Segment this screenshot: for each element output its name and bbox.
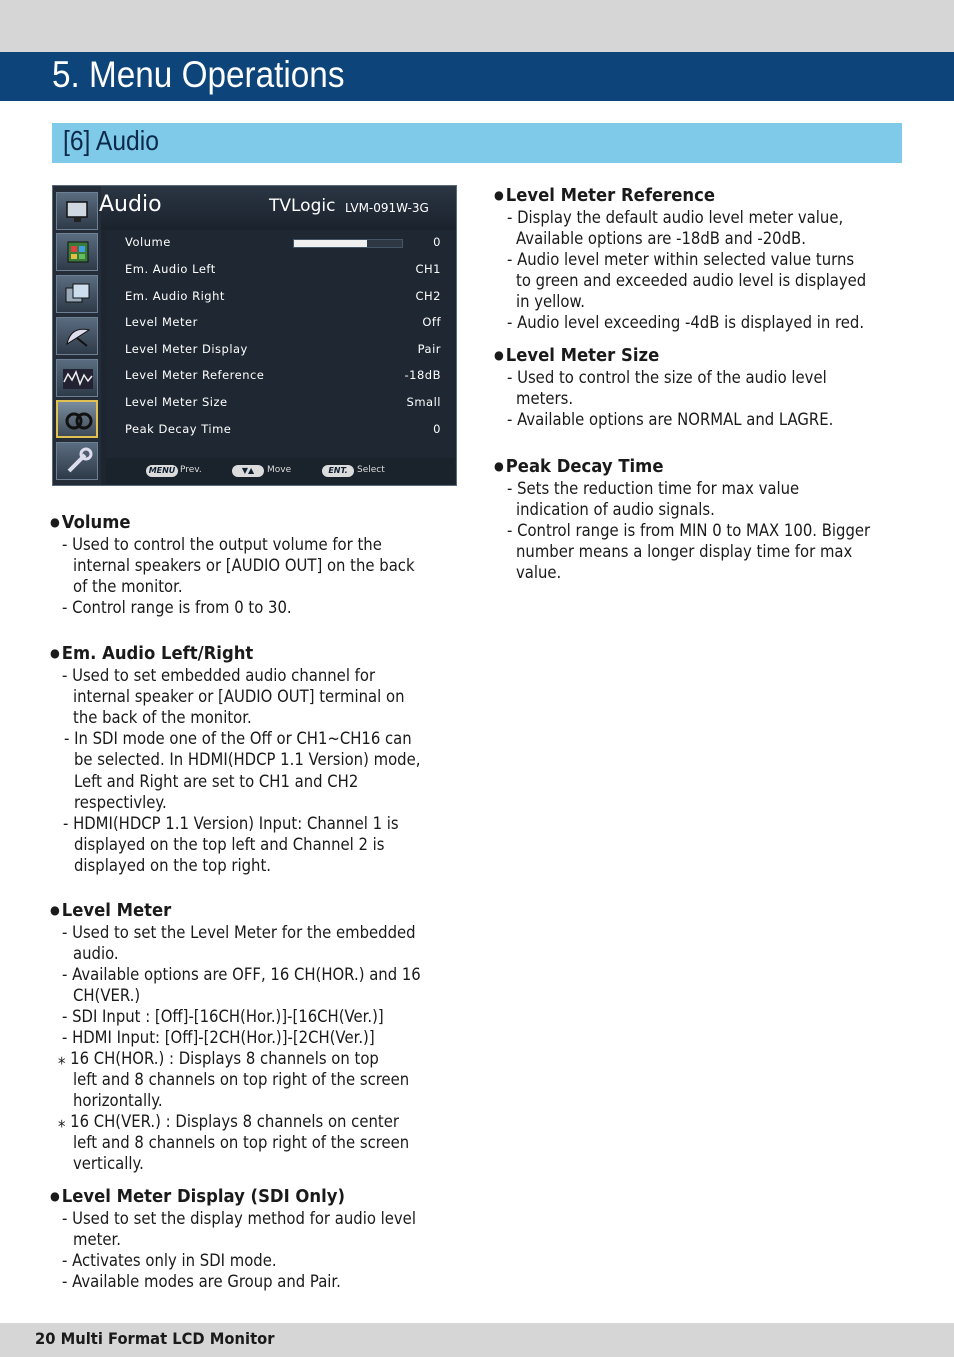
osd-item-peak-decay-time[interactable] (106, 420, 455, 440)
text-line: - HDMI(HDCP 1.1 Version) Input: Channel 1 is (63, 814, 399, 833)
bullet-icon: ● (50, 1189, 60, 1203)
heading-text: Peak Decay Time (505, 457, 664, 477)
text-line: - Available options are OFF, 16 CH(HOR.) and 16 (62, 965, 421, 984)
text-line: displayed on the top right. (74, 856, 271, 875)
osd-item-label: Level Meter Size (125, 395, 228, 409)
osd-item-em-audio-left[interactable] (106, 260, 455, 280)
heading-text: Volume (61, 513, 131, 533)
bullet-icon: ● (50, 903, 60, 917)
osd-item-value: CH2 (415, 289, 441, 303)
text-line: - In SDI mode one of the Off or CH1~CH16 can (64, 729, 412, 748)
text-line: displayed on the top left and Channel 2 is (74, 835, 385, 854)
osd-item-value: 0 (433, 422, 441, 436)
heading-text: Level Meter (61, 901, 172, 921)
bullet-icon: ● (494, 188, 504, 202)
heading-level-meter-size (494, 345, 659, 367)
menu-key[interactable]: MENU (146, 465, 178, 477)
text-line: internal speaker or [AUDIO OUT] terminal on (73, 687, 405, 706)
audio-icon[interactable] (56, 400, 98, 438)
satellite-dish-icon[interactable] (56, 317, 98, 355)
heading-level-meter-display (50, 1186, 345, 1208)
section-title-bar (52, 123, 902, 163)
text-line: left and 8 channels on top right of the screen (73, 1070, 410, 1089)
text-line: - Control range is from MIN 0 to MAX 100. Bigger (507, 521, 871, 540)
text-line: - Used to set the display method for audio level (62, 1209, 416, 1228)
arrow-key-label: Move (267, 465, 292, 475)
text-line: meters. (516, 389, 574, 408)
osd-item-value: CH1 (415, 262, 441, 276)
text-line: - Used to control the size of the audio level (507, 368, 827, 387)
text-line: - Used to set the Level Meter for the embedded (62, 923, 416, 942)
text-line: of the monitor. (73, 577, 183, 596)
text-line: respectivley. (74, 793, 167, 812)
text-line: ⁎ 16 CH(HOR.) : Displays 8 channels on top (58, 1049, 379, 1068)
text-line: - Activates only in SDI mode. (62, 1251, 277, 1270)
osd-title: Audio (99, 192, 162, 217)
top-gray-band (0, 0, 954, 52)
text-line: CH(VER.) (73, 986, 141, 1005)
text-line: the back of the monitor. (73, 708, 252, 727)
osd-item-label: Level Meter Reference (125, 368, 265, 382)
heading-level-meter-reference (494, 185, 715, 207)
bullet-icon: ● (494, 459, 504, 473)
arrow-key[interactable]: ▼▲ (232, 465, 264, 477)
bullet-icon: ● (50, 646, 60, 660)
text-line: number means a longer display time for max (516, 542, 853, 561)
osd-item-value: Off (422, 315, 441, 329)
osd-item-level-meter[interactable] (106, 313, 455, 333)
text-line: - HDMI Input: [Off]-[2CH(Hor.)]-[2CH(Ver.)] (62, 1028, 375, 1047)
heading-text: Level Meter Reference (505, 186, 716, 206)
volume-slider-fill (294, 240, 367, 247)
page-footer (0, 1323, 954, 1357)
text-line: Left and Right are set to CH1 and CH2 (74, 772, 359, 791)
osd-item-label: Em. Audio Right (125, 289, 225, 303)
heading-text: Em. Audio Left/Right (61, 644, 254, 664)
chapter-title-bar (0, 52, 954, 101)
text-line: internal speakers or [AUDIO OUT] on the back (73, 556, 415, 575)
text-line: - Display the default audio level meter value, (507, 208, 844, 227)
osd-footer (106, 458, 455, 484)
text-line: - Available options are NORMAL and LAGRE. (507, 410, 834, 429)
waveform-icon[interactable] (56, 359, 98, 397)
text-line: indication of audio signals. (516, 500, 715, 519)
osd-item-level-meter-size[interactable] (106, 393, 455, 413)
osd-item-label: Peak Decay Time (125, 422, 232, 436)
osd-item-volume[interactable] (106, 233, 455, 253)
windows-icon[interactable] (56, 275, 98, 313)
osd-item-em-audio-right[interactable] (106, 287, 455, 307)
osd-item-label: Level Meter Display (125, 342, 248, 356)
osd-item-value: 0 (433, 235, 441, 249)
osd-audio-menu (52, 185, 457, 486)
heading-text: Level Meter Display (SDI Only) (61, 1187, 345, 1207)
text-line: - Available modes are Group and Pair. (62, 1272, 341, 1291)
osd-item-value: Small (406, 395, 441, 409)
heading-text: Level Meter Size (505, 346, 660, 366)
text-line: in yellow. (516, 292, 586, 311)
osd-item-label: Volume (125, 235, 171, 249)
text-line: meter. (73, 1230, 122, 1249)
text-line: horizontally. (73, 1091, 163, 1110)
text-line: - Used to set embedded audio channel for (62, 666, 376, 685)
heading-peak-decay-time (494, 456, 663, 478)
osd-menu-panel (106, 230, 455, 458)
text-line: left and 8 channels on top right of the screen (73, 1133, 410, 1152)
text-line: - Control range is from 0 to 30. (62, 598, 292, 617)
heading-em-audio (50, 643, 253, 665)
text-line: to green and exceeded audio level is displayed (516, 271, 867, 290)
text-line: value. (516, 563, 562, 582)
text-line: - Used to control the output volume for the (62, 535, 382, 554)
osd-item-level-meter-display[interactable] (106, 340, 455, 360)
osd-item-value: -18dB (404, 368, 441, 382)
text-line: audio. (73, 944, 119, 963)
osd-item-label: Level Meter (125, 315, 198, 329)
text-line: Available options are -18dB and -20dB. (516, 229, 806, 248)
bullet-icon: ● (50, 515, 60, 529)
menu-key-label: Prev. (180, 465, 202, 475)
ent-key-label: Select (357, 465, 385, 475)
osd-model-name: LVM-091W-3G (345, 201, 429, 215)
text-line: vertically. (73, 1154, 144, 1173)
text-line: - SDI Input : [Off]-[16CH(Hor.)]-[16CH(Ver.)] (62, 1007, 384, 1026)
heading-level-meter (50, 900, 171, 922)
heading-volume (50, 512, 131, 534)
bullet-icon: ● (494, 348, 504, 362)
osd-sidebar (53, 186, 101, 486)
chapter-title: 5. Menu Operations (52, 54, 345, 95)
tools-icon[interactable] (56, 442, 98, 480)
section-title: [6] Audio (63, 125, 159, 156)
osd-item-level-meter-reference[interactable] (106, 366, 455, 386)
volume-slider[interactable] (293, 239, 403, 248)
osd-item-label: Em. Audio Left (125, 262, 216, 276)
ent-key[interactable]: ENT. (322, 465, 354, 477)
text-line: - Audio level meter within selected value turns (507, 250, 855, 269)
osd-item-value: Pair (417, 342, 441, 356)
text-line: be selected. In HDMI(HDCP 1.1 Version) mode, (74, 750, 421, 769)
page-footer-text: 20 Multi Format LCD Monitor (35, 1329, 275, 1348)
text-line: - Sets the reduction time for max value (507, 479, 800, 498)
text-line: ⁎ 16 CH(VER.) : Displays 8 channels on center (58, 1112, 399, 1131)
osd-brand-logo: TVLogic (269, 196, 336, 216)
window-icon[interactable] (56, 233, 98, 271)
monitor-icon[interactable] (56, 192, 98, 230)
text-line: - Audio level exceeding -4dB is displayed in red. (507, 313, 865, 332)
